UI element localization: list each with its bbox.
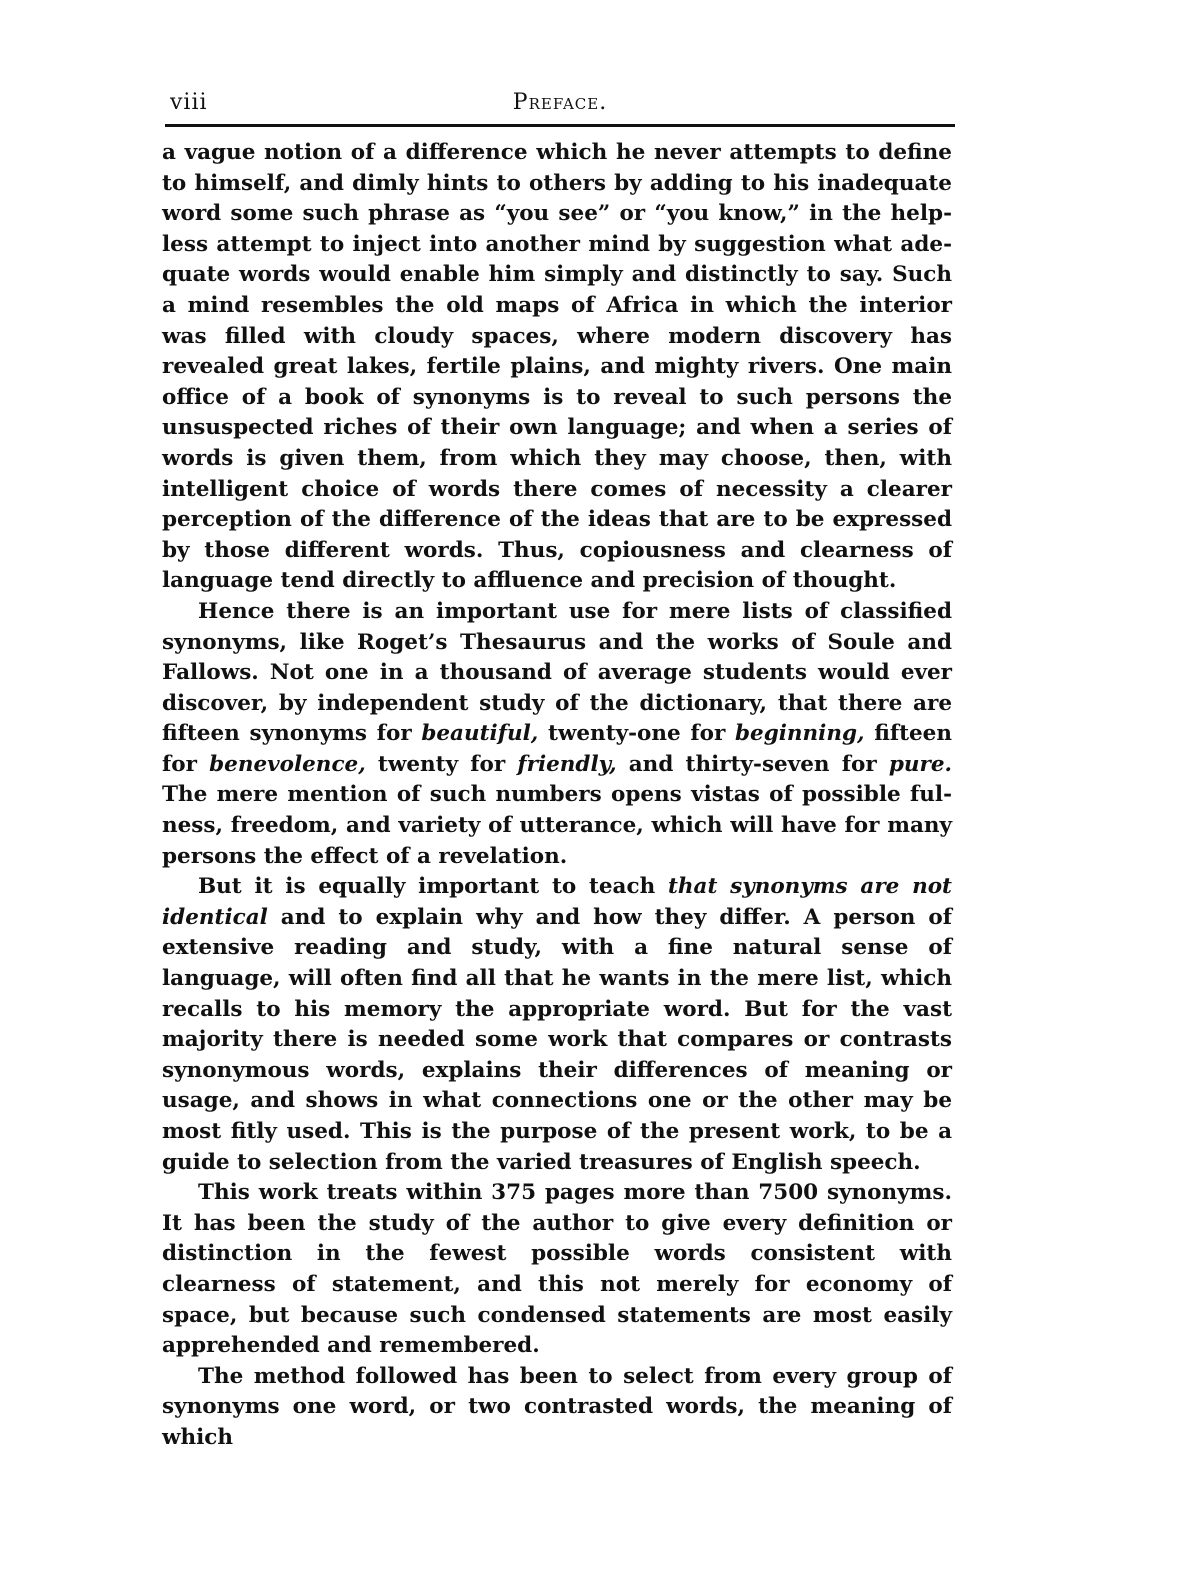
paragraph-1 [162,138,952,597]
running-title: Preface. [512,90,608,115]
paragraph-text: But it is equally important to teach [198,874,668,900]
header-rule [165,124,955,127]
paragraph-text: Hence there is an important use for mere lists of classified synonyms, like Roget’s Thesaurus and the works of Soule and Fallows. Not one in a thousand of average students would ever discover, by independent study of the dictionary, that there are fifteen synonyms for [162,598,952,747]
paragraph-text: twenty-one for [538,721,735,747]
paragraph-text: The method followed has been to select from every group of synonyms one word, or two contrasted words, the meaning of which [162,1363,952,1450]
paragraph-3 [162,872,952,1178]
running-head [165,86,955,122]
paragraph-4 [162,1178,952,1362]
paragraph-text: This work treats within 375 pages more than 7500 synonyms. It has been the study of the author to give every definition or distinction in the fewest possible words consistent with clearness of statement, and this not merely for economy of space, but because such condensed statements are most easily apprehended and remembered. [162,1180,952,1359]
paragraph-text: fifteen for [162,721,952,777]
paragraph-text: and to explain why and how they differ. A person of extensive reading and study, with a fine natural sense of language, will often find all that he wants in the mere list, which recalls to his memory the appropriate word. But for the vast majority there is needed some work that compares or contrasts synonymous words, explains their differences of meaning or usage, and shows in what connections one or the other may be most fitly used. This is the purpose of the present work, to be a guide to selection from the varied treasures of English speech. [162,904,952,1175]
emphasis-friendly: friendly, [517,751,617,777]
emphasis-beautiful: beautiful, [421,721,539,747]
emphasis-benevolence: benevolence, [209,751,366,777]
body-text [162,138,952,1454]
emphasis-beginning: beginning, [735,721,865,747]
paragraph-5 [162,1362,952,1454]
emphasis-pure: pure. [888,751,952,777]
page-number: viii [170,90,208,115]
paragraph-text: The mere mention of such numbers opens vistas of possible fulness, freedom, and variety of utterance, which will have for many persons the effect of a revelation. [162,782,952,869]
paragraph-2 [162,597,952,872]
paragraph-text: a vague notion of a difference which he never attempts to define to himself, and dimly hints to others by adding to his inadequate word some such phrase as “you see” or “you know,” in the helpless attempt to inject into another mind by suggestion what adequate words would enable him simply and distinctly to say. Such a mind resembles the old maps of Africa in which the interior was filled with cloudy spaces, where modern discovery has revealed great lakes, fertile plains, and mighty rivers. One main office of a book of synonyms is to reveal to such persons the unsuspected riches of their own language; and when a series of words is given them, from which they may choose, then, with intelligent choice of words there comes of necessity a clearer perception of the difference of the ideas that are to be expressed by those different words. Thus, copiousness and clearness of language tend directly to affluence and precision of thought. [162,140,952,594]
emphasis-not-identical: that synonyms are not identical [162,874,952,930]
paragraph-text: and thirty-seven for [616,751,889,777]
paragraph-text: twenty for [365,751,518,777]
